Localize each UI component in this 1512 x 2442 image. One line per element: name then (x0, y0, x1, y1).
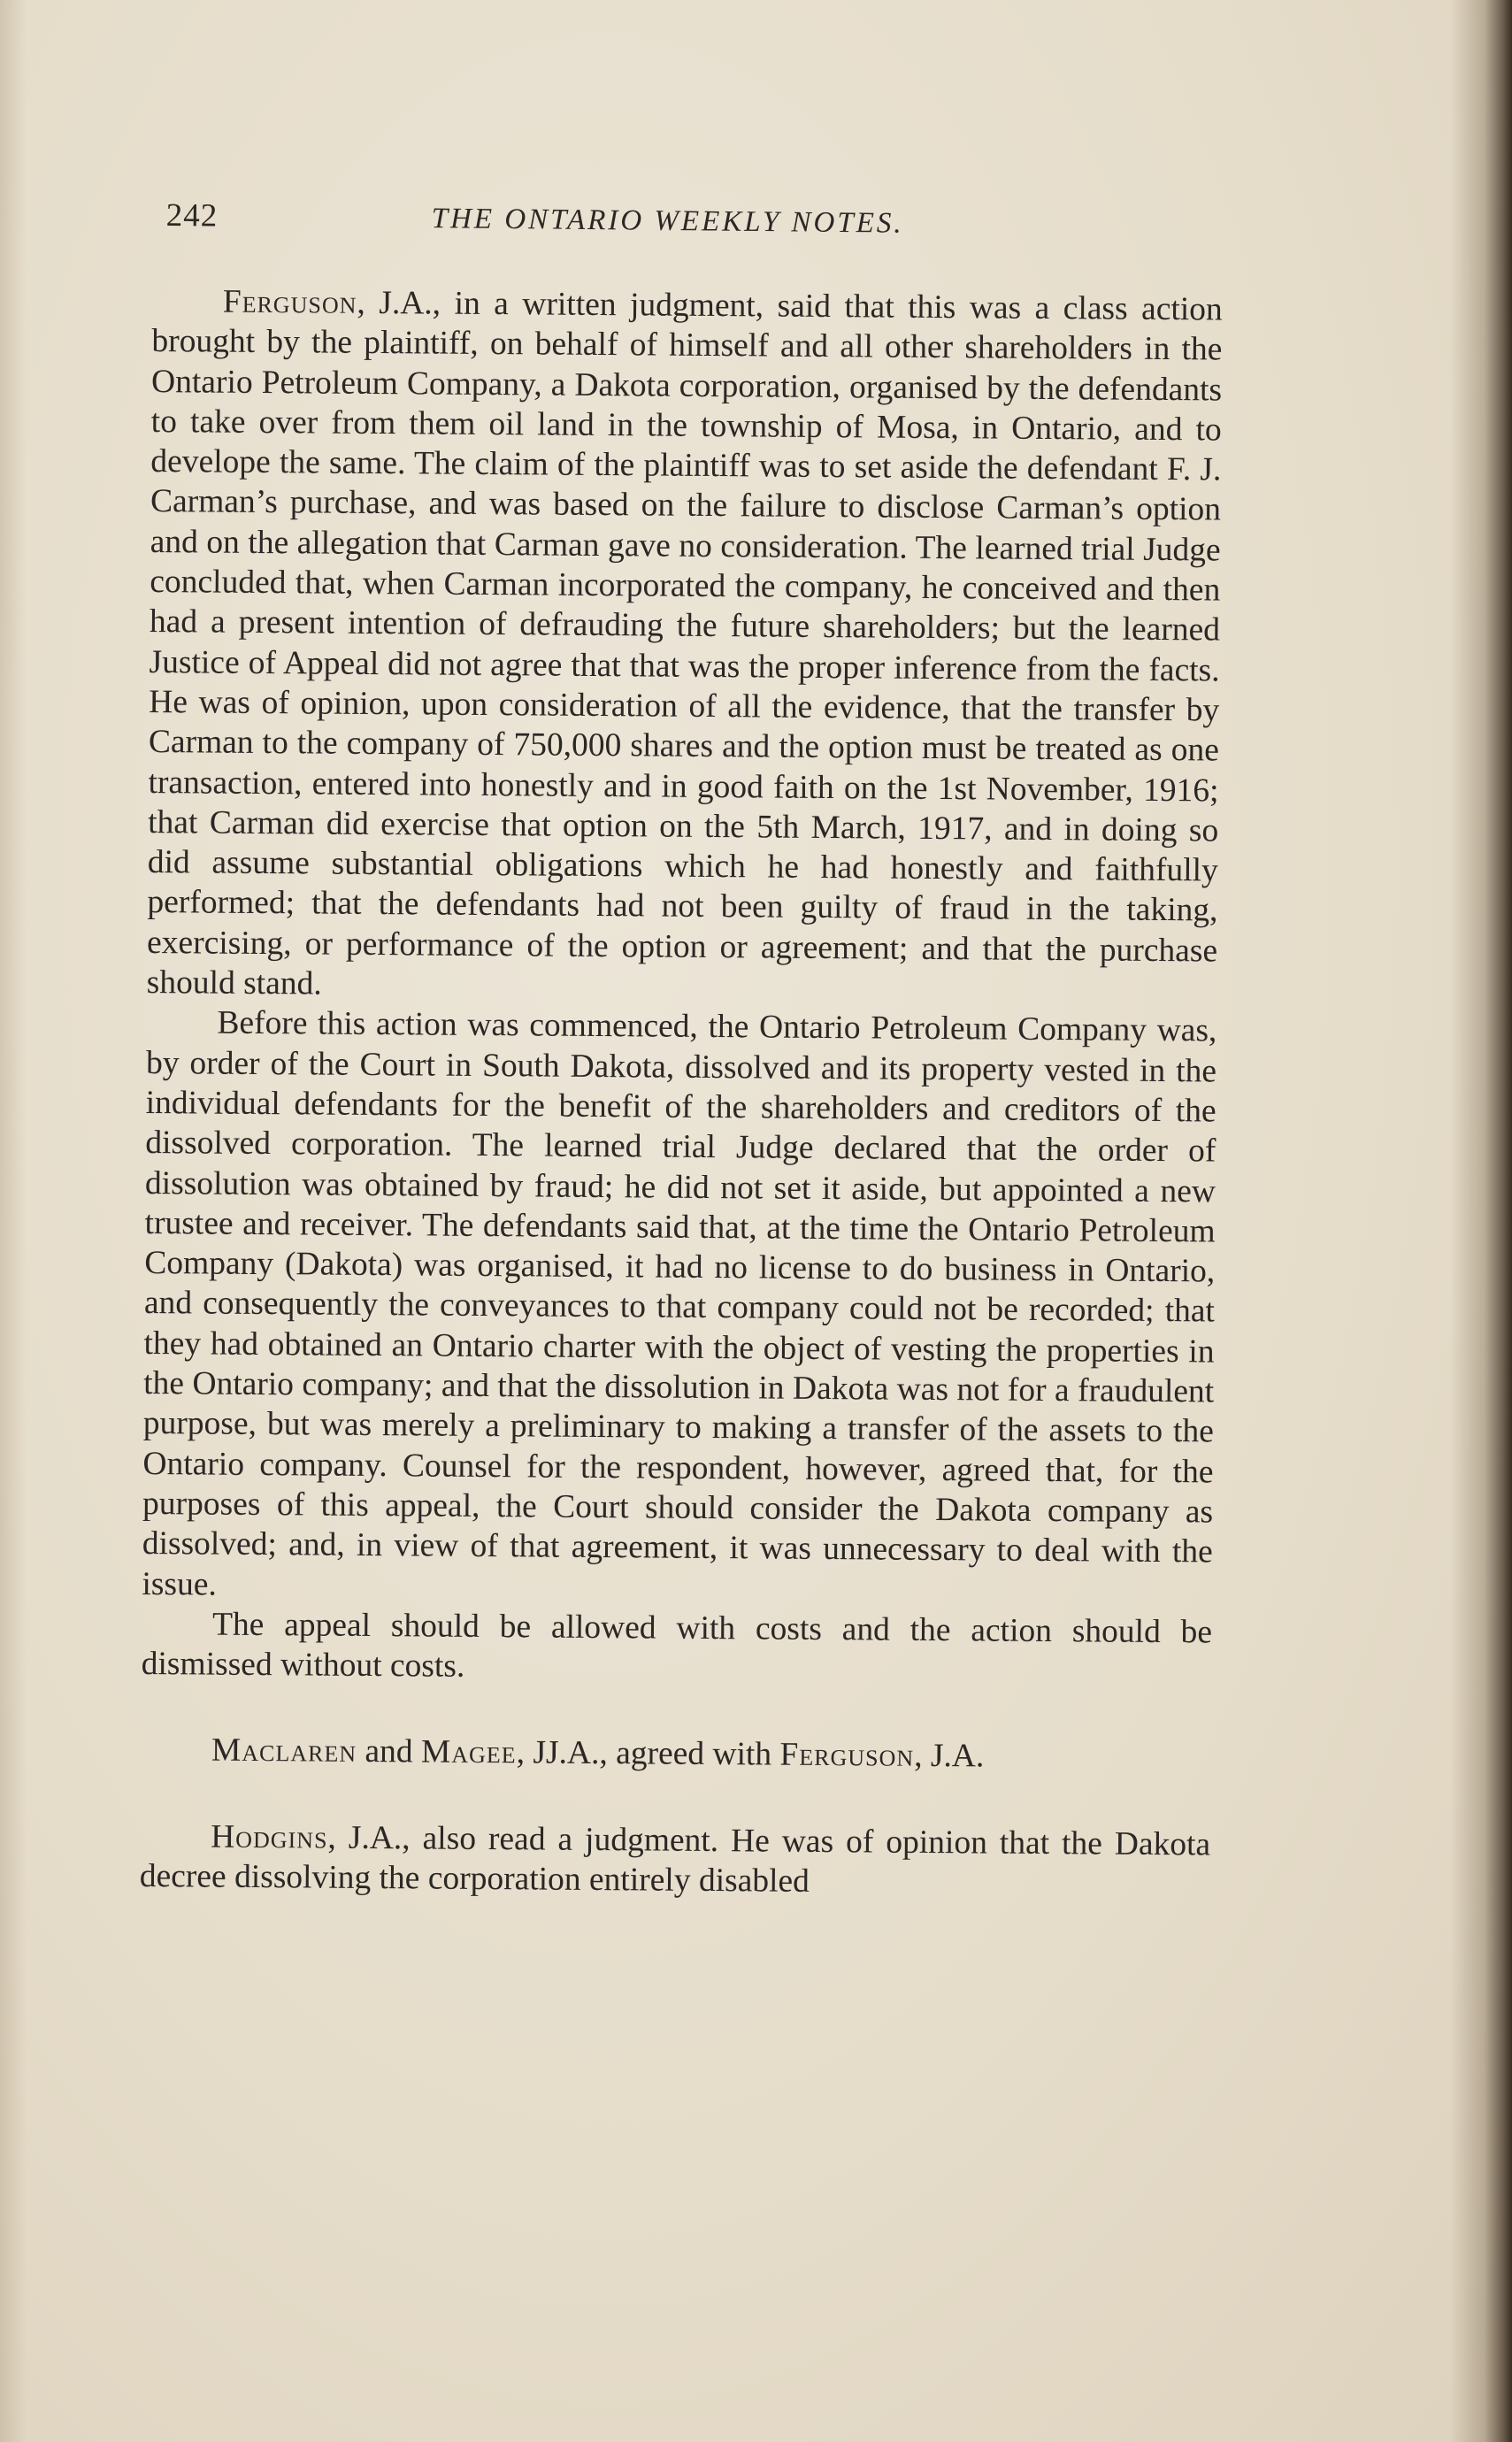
paragraph-concurrence (141, 1730, 1211, 1778)
page-number: 242 (165, 196, 219, 234)
paragraph-hodgins-judgment (140, 1816, 1211, 1905)
connector-text: , J.A. (913, 1738, 985, 1775)
judge-name: Ferguson (779, 1737, 915, 1775)
paragraph-text: , J.A., also read a judgment. He was of opinion that the Dakota decree dissolving the corporation entirely disabled (139, 1819, 1211, 1900)
page-binding-shadow (1450, 0, 1512, 2442)
paragraph-text: Before this action was commenced, the Ontario Petroleum Company was, by order of the Court in South Dakota, dissolved and its property vested in the individual defendants for the benefit of the shareholders and creditors of the dissolved corporation. The learned trial Judge declared that the order of dissolution was obtained by fraud; he did not set it aside, but appointed a new trustee and receiver. The defendants said that, at the time the Ontario Petroleum Company (Dakota) was organised, it had no license to do business in Ontario, and consequently the conveyances to that company could not be recorded; that they had obtained an Ontario charter with the object of vesting the properties in the Ontario company; and that the dissolution in Dakota was not for a fraudulent purpose, but was merely a preliminary to making a transfer of the assets to the Ontario company. Counsel for the respondent, however, agreed that, for the purposes of this appeal, the Court should consider the Dakota company as dissolved; and, in view of that agreement, it was unnecessary to deal with the issue. (142, 1004, 1217, 1603)
paragraph-dissolution (142, 1002, 1217, 1612)
page-header (165, 193, 1228, 257)
paragraph-gap (140, 1770, 1210, 1825)
connector-text: and (356, 1733, 422, 1770)
paragraph-ferguson-judgment (147, 281, 1223, 1011)
judge-name: Ferguson (222, 283, 357, 321)
judge-name: Maclaren (211, 1732, 357, 1770)
paragraph-disposition (142, 1604, 1213, 1693)
judgment-text (140, 281, 1223, 1905)
connector-text: , JJ.A., agreed with (516, 1734, 780, 1774)
paragraph-gap (141, 1684, 1211, 1739)
paragraph-text: The appeal should be allowed with costs and the action should be dismissed without costs. (141, 1606, 1213, 1685)
page-left-edge (0, 0, 27, 2442)
paragraph-text: , J.A., in a written judgment, said that this was a class action brought by the plaintiff, on behalf of himself and all other shareholders in the Ontario Petroleum Company, a Dakota corporation, organised by the defendants to take over from them oil land in the township of Mosa, in Ontario, and to develope the same. The claim of the plaintiff was to set aside the defendant F. J. Carman’s purchase, and was based on the failure to disclose Carman’s option and on the allegation that Carman gave no consideration. The learned trial Judge concluded that, when Carman incorporated the company, he conceived and then had a present intention of defrauding the future shareholders; but the learned Justice of Appeal did not agree that that was the proper inference from the facts. He was of opinion, upon consideration of all the evidence, that the transfer by Carman to the company of 750,000 shares and the option must be treated as one transaction, entered into honestly and in good faith on the 1st November, 1916; that Carman did exercise that option on the 5th March, 1917, and in doing so did assume substantial obligations which he had honestly and faithfully performed; that the defendants had not been guilty of fraud in the taking, exercising, or performance of the option or agreement; and that the purchase should stand. (146, 284, 1223, 1002)
judge-name: Hodgins (211, 1818, 328, 1856)
running-head: THE ONTARIO WEEKLY NOTES. (431, 203, 904, 240)
judge-name: Magee (420, 1733, 517, 1771)
